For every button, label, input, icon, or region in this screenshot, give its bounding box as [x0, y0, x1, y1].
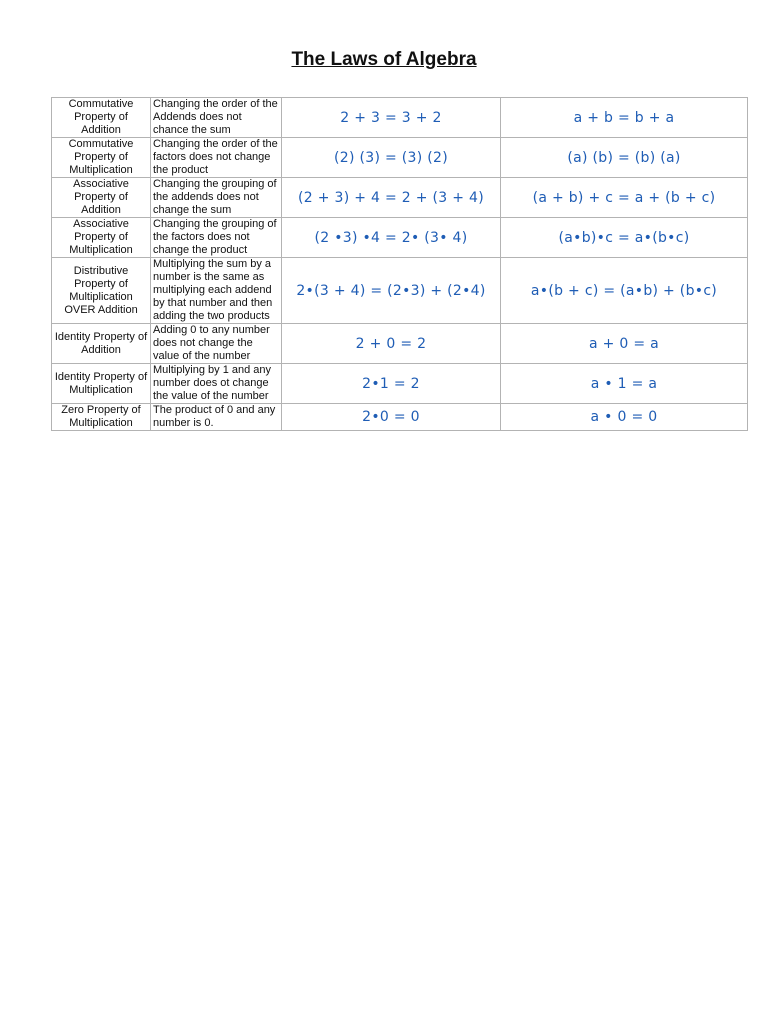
property-description: Changing the order of the Addends does not chance the sum	[151, 98, 282, 138]
property-name: Associative Property of Multiplication	[52, 218, 151, 258]
table-row	[52, 364, 748, 404]
variable-example: a • 1 = a	[501, 364, 748, 404]
variable-example: a • 0 = 0	[501, 404, 748, 431]
table-row	[52, 404, 748, 431]
numeric-example: 2 + 3 = 3 + 2	[282, 98, 501, 138]
numeric-example: 2•1 = 2	[282, 364, 501, 404]
variable-example: a + b = b + a	[501, 98, 748, 138]
variable-example: (a) (b) = (b) (a)	[501, 138, 748, 178]
table-row	[52, 178, 748, 218]
variable-example: (a•b)•c = a•(b•c)	[501, 218, 748, 258]
numeric-example: 2•(3 + 4) = (2•3) + (2•4)	[282, 258, 501, 324]
property-name: Commutative Property of Multiplication	[52, 138, 151, 178]
property-name: Distributive Property of Multiplication OVER Addition	[52, 258, 151, 324]
laws-table	[51, 97, 748, 431]
property-description: Adding 0 to any number does not change the value of the number	[151, 324, 282, 364]
property-name: Commutative Property of Addition	[52, 98, 151, 138]
property-description: Changing the grouping of the addends does not change the sum	[151, 178, 282, 218]
property-description: Multiplying by 1 and any number does ot change the value of the number	[151, 364, 282, 404]
property-description: Changing the order of the factors does not change the product	[151, 138, 282, 178]
property-description: The product of 0 and any number is 0.	[151, 404, 282, 431]
property-name: Associative Property of Addition	[52, 178, 151, 218]
property-name: Identity Property of Multiplication	[52, 364, 151, 404]
table-row	[52, 324, 748, 364]
table-row	[52, 258, 748, 324]
numeric-example: 2 + 0 = 2	[282, 324, 501, 364]
numeric-example: 2•0 = 0	[282, 404, 501, 431]
table-row	[52, 218, 748, 258]
page-title: The Laws of Algebra	[291, 49, 477, 70]
property-description: Multiplying the sum by a number is the same as multiplying each addend by that number and then adding the two products	[151, 258, 282, 324]
numeric-example: (2 + 3) + 4 = 2 + (3 + 4)	[282, 178, 501, 218]
table-row	[52, 138, 748, 178]
numeric-example: (2) (3) = (3) (2)	[282, 138, 501, 178]
property-name: Identity Property of Addition	[52, 324, 151, 364]
property-description: Changing the grouping of the factors does not change the product	[151, 218, 282, 258]
table-row	[52, 98, 748, 138]
variable-example: a + 0 = a	[501, 324, 748, 364]
variable-example: (a + b) + c = a + (b + c)	[501, 178, 748, 218]
property-name: Zero Property of Multiplication	[52, 404, 151, 431]
variable-example: a•(b + c) = (a•b) + (b•c)	[501, 258, 748, 324]
numeric-example: (2 •3) •4 = 2• (3• 4)	[282, 218, 501, 258]
